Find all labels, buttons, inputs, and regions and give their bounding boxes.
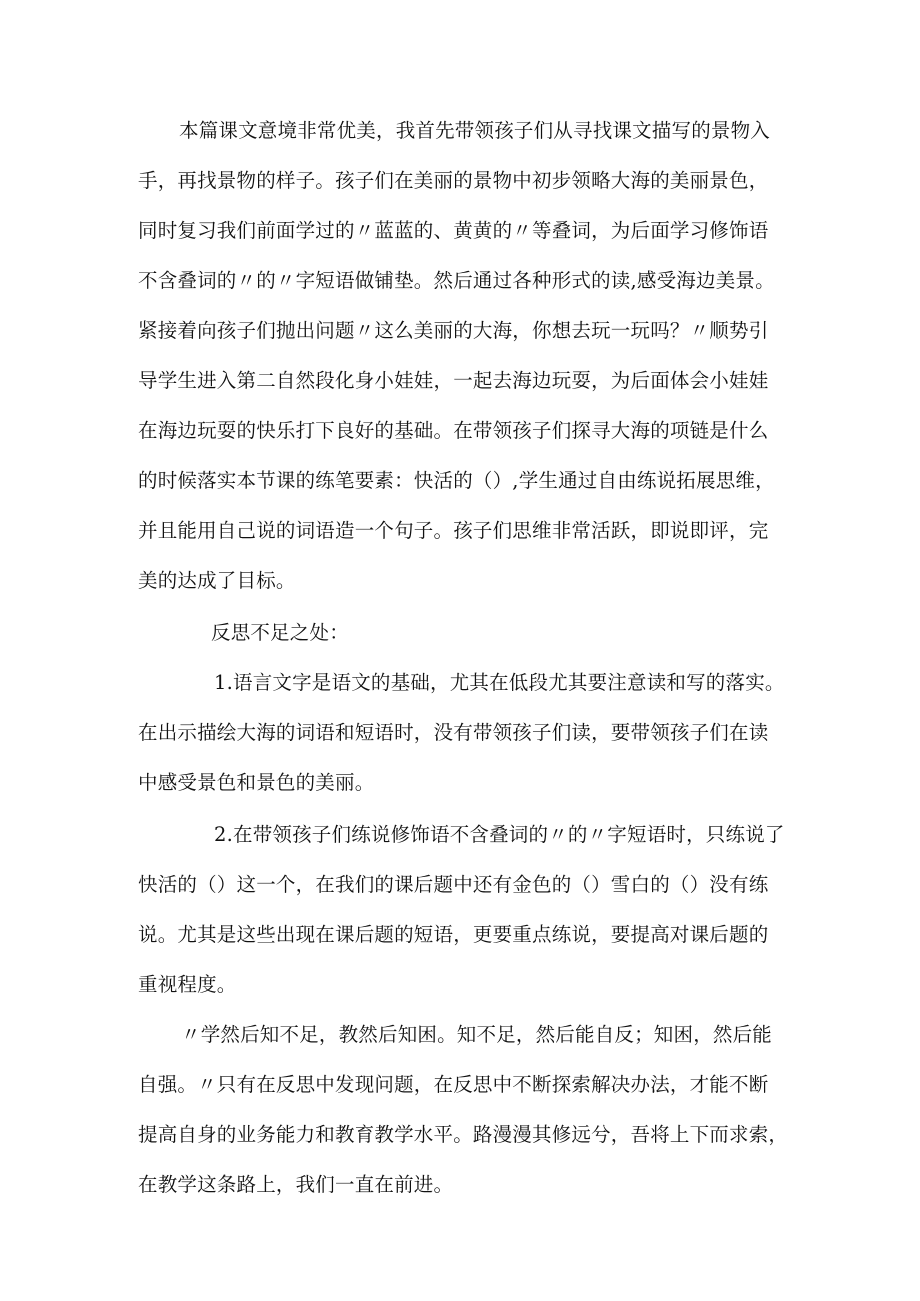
paragraph-1-line-1: 本篇课文意境非常优美，我首先带领孩子们从寻找课文描写的景物入 xyxy=(179,119,771,142)
closing-line-2: 自强。〃只有在反思中发现问题，在反思中不断探索解决办法，才能不断 xyxy=(138,1073,769,1096)
paragraph-1-line-2: 手，再找景物的样子。孩子们在美丽的景物中初步领略大海的美丽景色， xyxy=(138,169,769,192)
item-1-line-2: 在出示描绘大海的词语和短语时，没有带领孩子们读，要带领孩子们在读 xyxy=(138,721,769,744)
item-2-line-1: 2.在带领孩子们练说修饰语不含叠词的〃的〃字短语时，只练说了 xyxy=(214,823,785,846)
paragraph-1-line-10: 美的达成了目标。 xyxy=(138,569,296,592)
section-heading: 反思不足之处： xyxy=(211,621,349,644)
item-1-line-3: 中感受景色和景色的美丽。 xyxy=(138,771,375,794)
paragraph-1-line-3: 同时复习我们前面学过的〃蓝蓝的、黄黄的〃等叠词，为后面学习修饰语 xyxy=(138,219,769,242)
paragraph-1-line-6: 导学生进入第二自然段化身小娃娃，一起去海边玩耍，为后面体会小娃娃 xyxy=(138,369,769,392)
paragraph-1-line-9: 并且能用自己说的词语造一个句子。孩子们思维非常活跃，即说即评，完 xyxy=(138,519,769,542)
closing-line-3: 提高自身的业务能力和教育教学水平。路漫漫其修远兮，吾将上下而求索， xyxy=(138,1123,789,1146)
paragraph-1-line-4: 不含叠词的〃的〃字短语做铺垫。然后通过各种形式的读,感受海边美景。 xyxy=(138,269,775,292)
item-2-line-3: 说。尤其是这些出现在课后题的短语，更要重点练说，要提高对课后题的 xyxy=(138,923,769,946)
paragraph-1-line-8: 的时候落实本节课的练笔要素：快活的（）,学生通过自由练说拓展思维， xyxy=(138,469,775,492)
item-2-line-4: 重视程度。 xyxy=(138,973,237,996)
item-2-line-2: 快活的（）这一个，在我们的课后题中还有金色的（）雪白的（）没有练 xyxy=(138,873,769,896)
closing-line-4: 在教学这条路上，我们一直在前进。 xyxy=(138,1173,454,1196)
item-1-line-1: 1.语言文字是语文的基础，尤其在低段尤其要注意读和写的落实。 xyxy=(214,671,785,694)
closing-line-1: 〃学然后知不足，教然后知困。知不足，然后能自反；知困，然后能 xyxy=(181,1023,773,1046)
paragraph-1-line-7: 在海边玩耍的快乐打下良好的基础。在带领孩子们探寻大海的项链是什么 xyxy=(138,419,769,442)
paragraph-1-line-5: 紧接着向孩子们抛出问题〃这么美丽的大海，你想去玩一玩吗？〃顺势引 xyxy=(138,319,769,342)
